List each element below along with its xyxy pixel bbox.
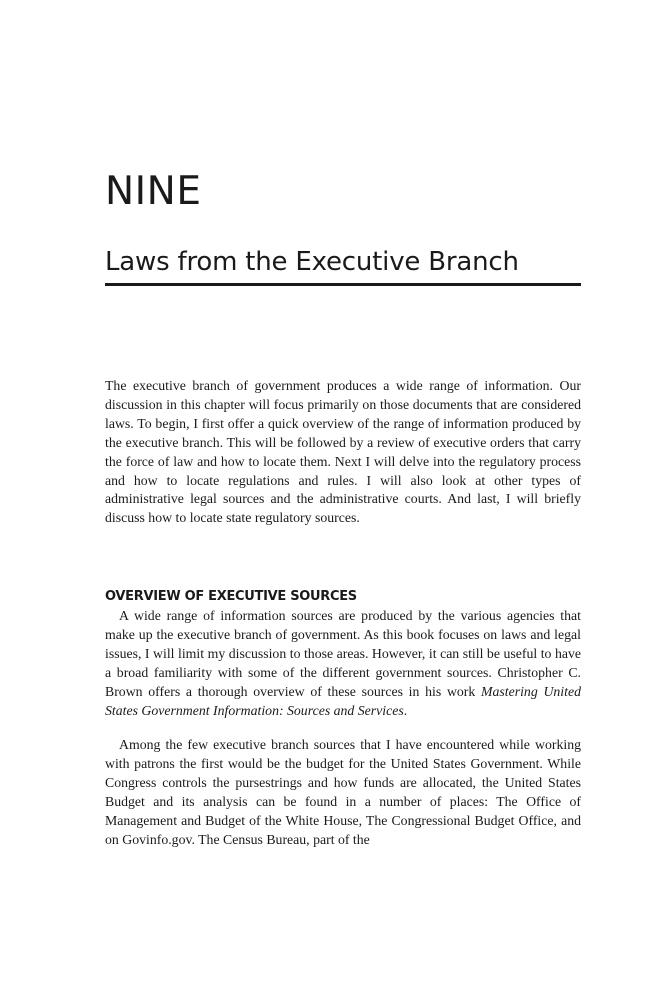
paragraph-text: A wide range of information sources are produced by the various agencies that make up the executive branch of government. As this book focuses on laws and legal issues, I will limit my discussion to those areas. However, it can still be useful to have a broad familiarity with some of the different government sources. Christopher C. Brown offers a thorough overview of these sources in his work [105, 608, 581, 699]
paragraph-text-end: . [403, 702, 408, 718]
chapter-number: NINE [105, 169, 202, 214]
body-paragraph: Among the few executive branch sources that I have encountered while working with patrons the first would be the budget for the United States Government. While Congress controls the pursestrings and how funds are allocated, the United States Budget and its analysis can be found in a number of places: The Office of Management and Budget of the White House, The Congressional Budget Office, and on Govinfo.gov. The Census Bureau, part of the [105, 737, 581, 847]
chapter-title: Laws from the Executive Branch [105, 247, 519, 277]
body-paragraph [105, 607, 581, 720]
intro-paragraph: The executive branch of government produces a wide range of information. Our discussion in this chapter will focus primarily on those documents that are considered laws. To begin, I first offer a quick overview of the range of information produced by the executive branch. This will be followed by a review of executive orders that carry the force of law and how to locate them. Next I will delve into the regulatory process and how to locate regulations and rules. I will also look at other types of administrative legal sources and the administrative courts. And last, I will briefly discuss how to locate state regulatory sources. [105, 378, 581, 526]
title-underline-rule [105, 283, 581, 286]
book-title: Mastering United States Government Information: Sources and Services [105, 683, 581, 718]
section-heading: OVERVIEW OF EXECUTIVE SOURCES [105, 589, 357, 604]
